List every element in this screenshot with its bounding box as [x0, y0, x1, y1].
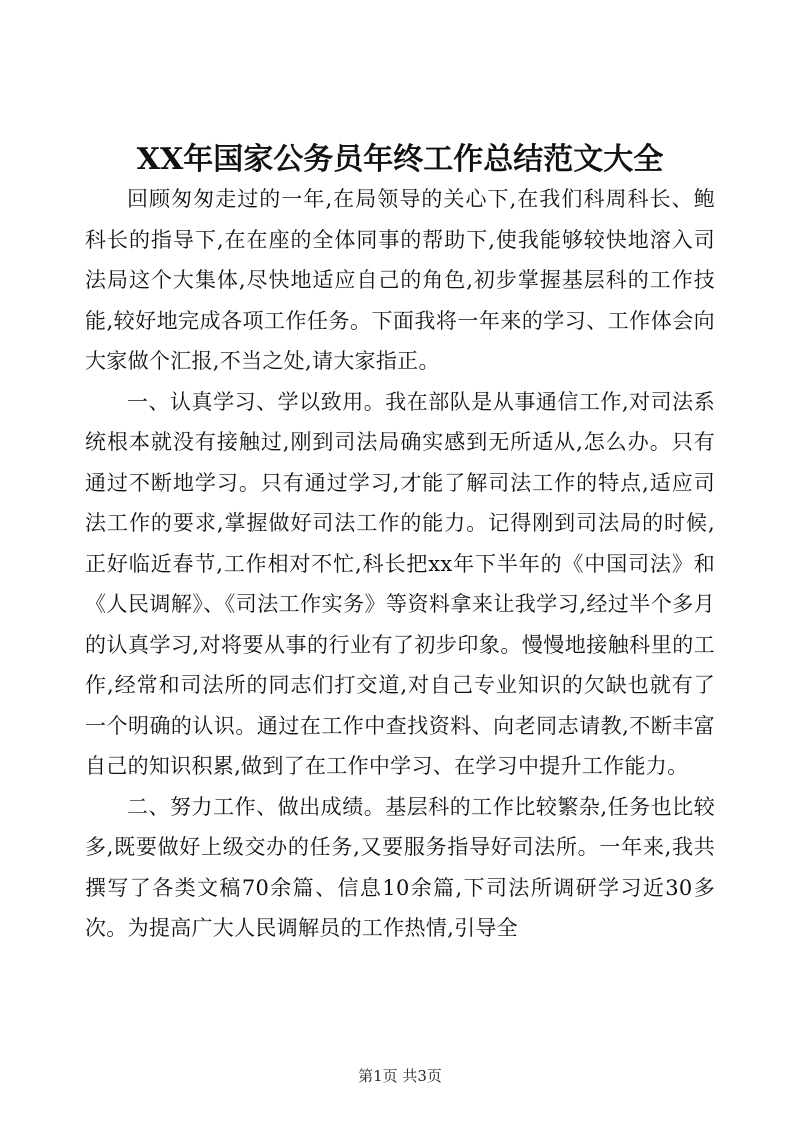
- paragraph-intro: 回顾匆匆走过的一年,在局领导的关心下,在我们科周科长、鲍科长的指导下,在在座的全体同事的帮助下,使我能够较快地溶入司法局这个大集体,尽快地适应自己的角色,初步掌握基层科的工作技能,较好地完成各项工作任务。下面我将一年来的学习、工作体会向大家做个汇报,不当之处,请大家指正。: [85, 187, 715, 373]
- document-body: [85, 179, 715, 949]
- document-title: XX年国家公务员年终工作总结范文大全: [136, 142, 664, 177]
- page-footer: 第1页 共3页: [358, 1067, 442, 1085]
- paragraph-section-two: 二、努力工作、做出成绩。基层科的工作比较繁杂,任务也比较多,既要做好上级交办的任务,又要服务指导好司法所。一年来,我共撰写了各类文稿70余篇、信息10余篇,下司法所调研学习近30多次。为提高广大人民调解员的工作热情,引导全: [85, 794, 715, 940]
- paragraph-section-one: 一、认真学习、学以致用。我在部队是从事通信工作,对司法系统根本就没有接触过,刚到司法局确实感到无所适从,怎么办。只有通过不断地学习。只有通过学习,才能了解司法工作的特点,适应司法工作的要求,掌握做好司法工作的能力。记得刚到司法局的时候,正好临近春节,工作相对不忙,科长把xx年下半年的《中国司法》和《人民调解》、《司法工作实务》等资料拿来让我学习,经过半个多月的认真学习,对将要从事的行业有了初步印象。慢慢地接触科里的工作,经常和司法所的同志们打交道,对自己专业知识的欠缺也就有了一个明确的认识。通过在工作中查找资料、向老同志请教,不断丰富自己的知识积累,做到了在工作中学习、在学习中提升工作能力。: [85, 389, 715, 778]
